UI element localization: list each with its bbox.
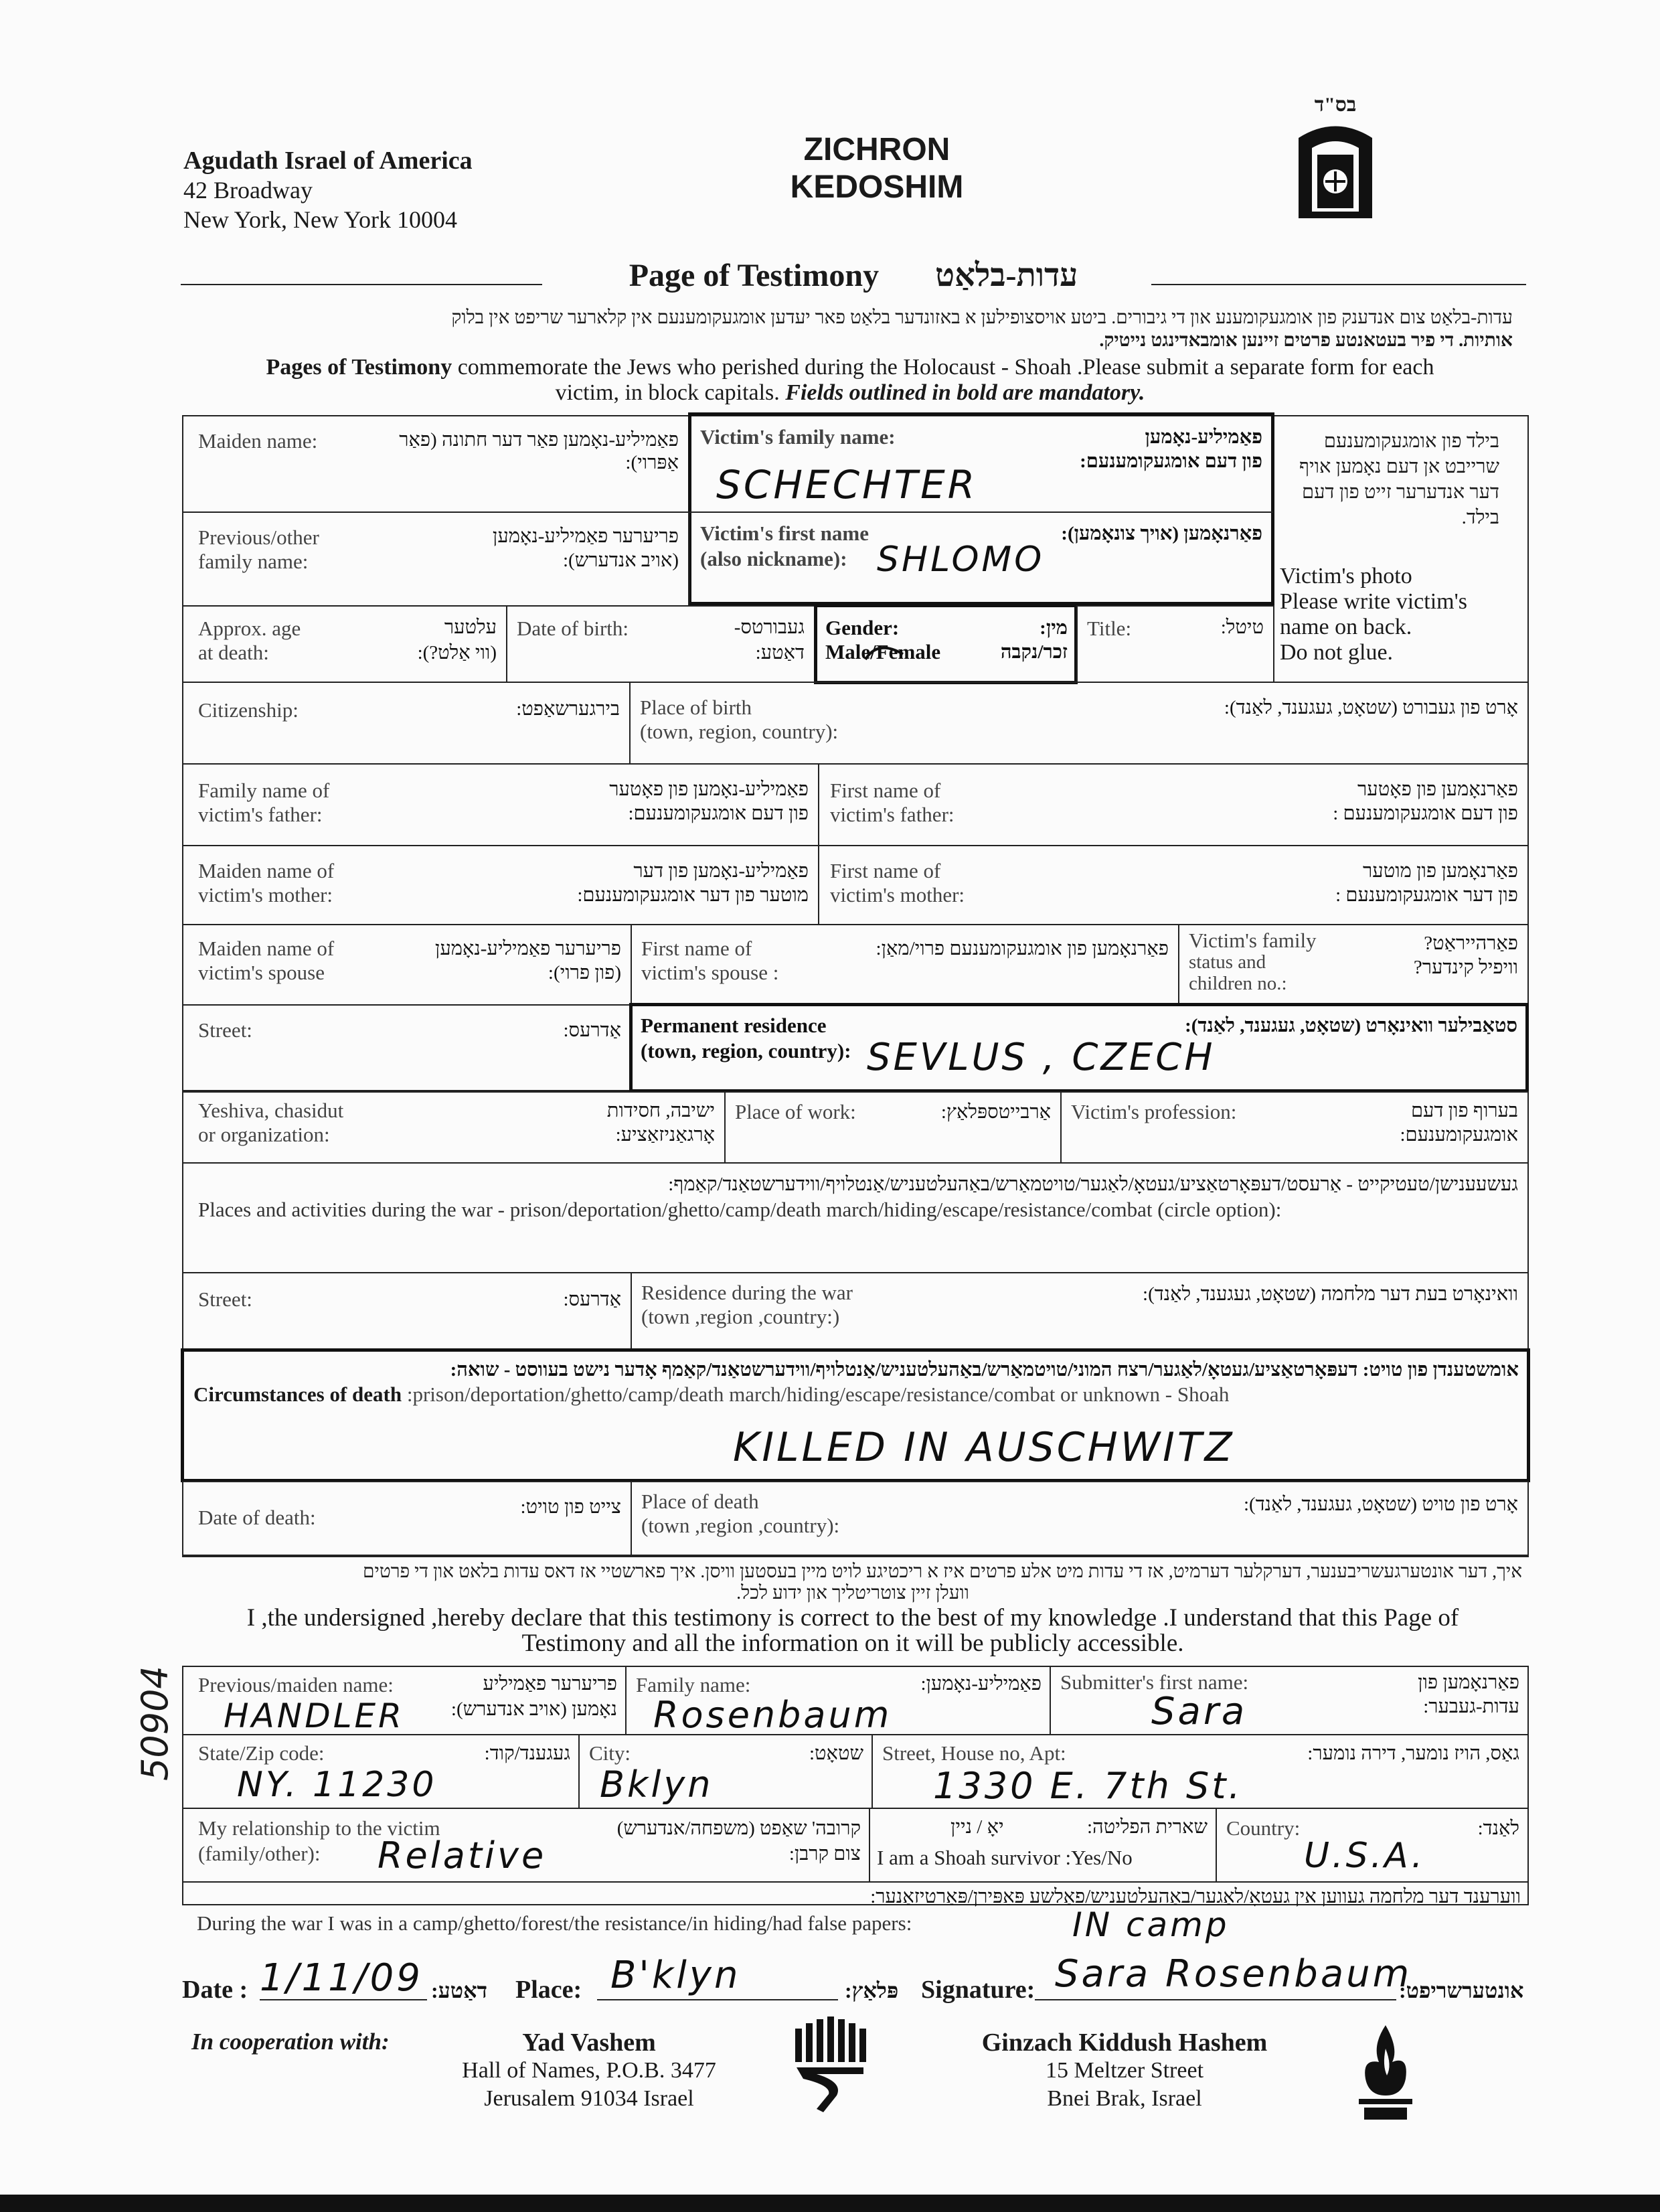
place-line[interactable]: [597, 1954, 838, 2000]
ginzach-line1: 15 Meltzer Street: [1045, 2058, 1204, 2083]
ginzach-line2: Bnei Brak, Israel: [1047, 2086, 1202, 2111]
page-title: [609, 257, 1098, 294]
submitter-first-name-value[interactable]: Sara: [1151, 1690, 1248, 1733]
place-he: פּלאַץ:: [845, 1978, 899, 2002]
submitter-country-cell[interactable]: [1216, 1808, 1529, 1883]
victim-family-name-he1: פאַמיליע-נאָמען: [1145, 426, 1262, 448]
title-field-cell[interactable]: [1076, 605, 1274, 683]
submitter-street-value[interactable]: 1330 E. 7th St.: [933, 1765, 1243, 1807]
mother-first-name-cell[interactable]: [818, 845, 1529, 925]
mother-first-name-label1: First name of: [830, 859, 941, 882]
submitter-family-name-label: Family name:: [636, 1673, 751, 1696]
gender-he1: מין:: [1040, 617, 1068, 639]
title-field-label: Title:: [1087, 617, 1132, 640]
title-row: [181, 257, 1526, 304]
signature-label: Signature:: [921, 1976, 1035, 2004]
victim-family-name-cell[interactable]: [689, 415, 1273, 513]
circumstances-label-rest: :prison/deportation/ghetto/camp/death march/hiding/escape/resistance/combat or unknown - Shoah: [402, 1382, 1230, 1406]
gender-cell[interactable]: [814, 604, 1078, 684]
submitter-state-zip-he: געגענד/קוד:: [484, 1743, 570, 1764]
yad-vashem-line1: Hall of Names, P.O.B. 3477: [462, 2058, 716, 2083]
profession-he2: אומגעקומענעם:: [1400, 1124, 1518, 1146]
submitter-state-zip-label: State/Zip code:: [198, 1741, 325, 1765]
submitter-relationship-label2: (family/other):: [198, 1842, 321, 1865]
permanent-residence-he: סטאַבילער וואינאָרט (שטאָט, געגענד, לאַנד):: [1185, 1015, 1517, 1036]
submitter-previous-name-he2: נאָמען (אויב אנדערש):: [450, 1698, 617, 1720]
place-of-birth-label2: (town, region, country):: [640, 720, 839, 743]
submitter-city-label: City:: [589, 1741, 631, 1765]
spouse-maiden-name-cell[interactable]: [182, 924, 632, 1006]
circumstances-value[interactable]: KILLED IN AUSCHWITZ: [733, 1424, 1235, 1471]
permanent-residence-cell[interactable]: [629, 1003, 1529, 1093]
date-of-death-cell[interactable]: [182, 1481, 632, 1557]
submitter-city-value[interactable]: Bklyn: [600, 1763, 714, 1806]
maiden-name-cell[interactable]: [182, 415, 689, 513]
photo-line1: Victim's photo: [1280, 564, 1412, 588]
family-status-he1: פאַרהייראַט?: [1424, 933, 1518, 954]
street-he: אַדרעס:: [563, 1020, 621, 1041]
victim-family-name-he2: פון דעם אומגעקומענעם:: [1080, 451, 1262, 472]
submitter-city-he: שטאָט:: [809, 1743, 863, 1764]
submitter-survivor-label[interactable]: I am a Shoah survivor :Yes/No: [877, 1846, 1133, 1869]
approx-age-cell[interactable]: [182, 605, 507, 683]
victim-first-name-value[interactable]: SHLOMO: [877, 540, 1045, 580]
intro-bold: Pages of Testimony: [266, 355, 452, 380]
circumstances-label: [193, 1382, 1229, 1407]
spouse-first-name-he: פאַרנאָמען פון אומגעקומענעם פרוי/מאַן:: [876, 938, 1169, 959]
date-of-death-label: Date of death:: [198, 1506, 316, 1529]
yeshiva-label1: Yeshiva, chasidut: [198, 1099, 344, 1122]
submitter-relationship-cell[interactable]: [182, 1808, 870, 1883]
intro-mandatory-note: Fields outlined in bold are mandatory.: [785, 380, 1145, 405]
gender-he2: זכר/נקבה: [1000, 641, 1068, 663]
spouse-maiden-name-he2: (פון פרוי):: [548, 962, 621, 983]
date-of-birth-cell[interactable]: [506, 605, 815, 683]
photo-instruction-en: [1280, 564, 1521, 665]
spouse-maiden-name-he1: פריערער פאַמיליע-נאָמען: [434, 938, 621, 959]
citizenship-cell[interactable]: [182, 682, 631, 765]
permanent-residence-value[interactable]: SEVLUS , CZECH: [867, 1036, 1216, 1079]
father-first-name-cell[interactable]: [818, 763, 1529, 846]
submitter-family-name-he: פאַמיליע-נאָמען:: [920, 1673, 1042, 1694]
profession-cell[interactable]: [1060, 1091, 1529, 1164]
mother-first-name-he2: פון דער אומגעקומענעם :: [1335, 884, 1518, 906]
maiden-name-he: פאַמיליע-נאָמען פאַר דער חתונה (פאַר אַפּרוי):: [399, 429, 679, 473]
side-handwritten-number: 50904: [134, 1666, 176, 1781]
father-family-name-he2: פון דעם אומגעקומענעם:: [628, 803, 809, 824]
father-first-name-he1: פאַרנאָמען פון פאָטער: [1357, 779, 1518, 800]
date-line[interactable]: [260, 1956, 427, 2000]
date-label: Date :: [182, 1976, 248, 2004]
submitter-relationship-he2: צום קרבן:: [788, 1843, 861, 1865]
place-of-birth-he: אָרט פון געבורט (שטאָט, געגענד, לאַנד):: [1224, 697, 1518, 718]
place-of-work-cell[interactable]: [724, 1091, 1062, 1164]
photo-instruction-he: בילד פון אומגעקומענעם שרייבט אן דעם נאָמען אויף דער אנדערער זייט פון דעם בילד.: [1299, 430, 1499, 528]
date-of-birth-label: Date of birth:: [517, 617, 629, 640]
previous-family-name-label2: family name:: [198, 550, 309, 573]
father-family-name-cell[interactable]: [182, 763, 819, 846]
mother-first-name-he1: פאַרנאָמען פון מוטער: [1363, 860, 1518, 882]
war-street-he: אַדרעס:: [563, 1289, 621, 1310]
spouse-first-name-label2: victim's spouse :: [641, 961, 779, 984]
circumstances-label-bold: Circumstances of death: [193, 1382, 402, 1406]
signature-value[interactable]: Sara Rosenbaum: [1055, 1952, 1412, 1996]
date-of-death-he: צייט פון טויט:: [520, 1496, 621, 1518]
spouse-maiden-name-label1: Maiden name of: [198, 937, 335, 960]
citizenship-he: בירגערשאַפט:: [516, 698, 620, 720]
previous-family-name-he1: פריערער פאַמיליע-נאָמען: [492, 526, 679, 547]
maiden-name-label: Maiden name:: [198, 429, 318, 453]
intro-yiddish-line2: אותיות. די פיר בעטאנטע פרטים זיינען אומבאדינגט נייטיק.: [1099, 330, 1513, 351]
submitter-survivor-he2: יאָ / ניין: [950, 1816, 1004, 1838]
submitter-country-value[interactable]: U.S.A.: [1304, 1836, 1426, 1876]
gender-label: Gender:: [825, 616, 900, 639]
place-of-death-label1: Place of death: [641, 1490, 759, 1513]
submitter-relationship-he1: קרובה' שאַפט (משפחה/אנדערש): [616, 1818, 861, 1839]
title-field-he: טיטל:: [1220, 617, 1264, 638]
victim-family-name-label: Victim's family name:: [700, 425, 896, 449]
victim-first-name-cell[interactable]: [689, 513, 1273, 604]
father-first-name-label1: First name of: [830, 779, 941, 802]
title-rule-right: [1151, 284, 1526, 285]
war-street-cell[interactable]: [182, 1272, 632, 1351]
place-of-death-label2: (town ,region ,country):: [641, 1514, 840, 1537]
mother-first-name-label2: victim's mother:: [830, 883, 965, 906]
place-of-work-he: אַרבייטספּלאַץ:: [940, 1101, 1051, 1123]
father-family-name-he1: פאַמיליע-נאָמען פון פאָטער: [609, 779, 809, 800]
place-of-death-he: אָרט פון טויט (שטאָט, געגענד, לאַנד):: [1243, 1494, 1518, 1515]
submitter-street-he: גאַס, הויז נומער, דירה נומער:: [1307, 1743, 1519, 1764]
yeshiva-cell[interactable]: [182, 1091, 726, 1164]
declaration-he: [183, 1561, 1522, 1604]
cooperation-label: In cooperation with:: [191, 2029, 390, 2055]
submitter-street-cell[interactable]: [872, 1734, 1529, 1809]
permanent-residence-label2: (town, region, country):: [641, 1039, 851, 1062]
ginzach-block: [937, 2029, 1312, 2113]
profession-label: Victim's profession:: [1071, 1100, 1237, 1123]
victim-first-name-label2: (also nickname):: [700, 547, 847, 570]
yeshiva-he2: אָרגאַניזאַציע:: [615, 1124, 715, 1146]
father-family-name-label1: Family name of: [198, 779, 330, 802]
family-status-he2: וויפיל קינדער?: [1413, 957, 1518, 978]
intro-yiddish-line1: עדות-בלאַט צום אנדענק פון אומגעקומענע און די גיבורים. ביטע אויסצופילען א באזונדער בלאַט פאר יעדען אומגעקומענעם אין קלארער שריפט אין בלוק: [451, 307, 1513, 328]
date-value[interactable]: 1/11/09: [260, 1956, 423, 2000]
intro-yiddish: [181, 307, 1513, 352]
submitter-state-zip-cell[interactable]: [182, 1734, 580, 1809]
agudath-logo-icon: [1285, 94, 1386, 221]
approx-age-he2: (ווי אַלט?):: [417, 642, 497, 663]
profession-he1: בערוף פון דעם: [1410, 1100, 1518, 1121]
circumstances-he: אומשטענדן פון טויט: דעפּאָרטאַציע/געטאָ/לאַגער/רצח המוני/טויטמאַרש/באַהעלטעניש/אַנטלויף/ווידערשטאַנד/קאַמף אָדער נישט בעווסט - שואה:: [450, 1359, 1519, 1380]
submitter-first-name-label: Submitter's first name:: [1060, 1670, 1249, 1694]
submitter-previous-name-label: Previous/maiden name:: [198, 1673, 394, 1696]
intro-english: [194, 355, 1506, 406]
scan-edge: [0, 2195, 1660, 2212]
intro-line1: commemorate the Jews who perished during the Holocaust - Shoah .Please submit a separate form for each: [452, 355, 1434, 380]
mother-maiden-name-he2: מוטער פון דער אומגעקומענעם:: [577, 884, 809, 906]
victim-first-name-label1: Victim's first name: [700, 522, 869, 545]
date-he: דאַטע:: [431, 1978, 488, 2002]
permanent-residence-label1: Permanent residence: [641, 1014, 827, 1037]
father-family-name-label2: victim's father:: [198, 803, 323, 826]
submitter-family-name-cell[interactable]: [625, 1666, 1051, 1735]
photo-line2: Please write victim's: [1280, 589, 1467, 614]
submitter-relationship-label1: My relationship to the victim: [198, 1816, 440, 1840]
submitter-country-label: Country:: [1226, 1816, 1301, 1840]
signature-he: אונטערשריפט:: [1399, 1978, 1524, 2002]
place-label: Place:: [515, 1976, 582, 2004]
street-cell[interactable]: [182, 1004, 632, 1091]
victim-family-name-value[interactable]: SCHECHTER: [716, 462, 978, 507]
spouse-first-name-cell[interactable]: [631, 924, 1179, 1006]
yad-vashem-line2: Jerusalem 91034 Israel: [484, 2086, 694, 2111]
place-value[interactable]: B'klyn: [610, 1954, 741, 1997]
yeshiva-label2: or organization:: [198, 1123, 330, 1146]
yeshiva-he1: ישיבה, חסידות: [606, 1100, 715, 1121]
submitter-during-war-he: ווערענד דער מלחמה געווען אין געטאָ/לאַגער/באַהעלטעניש/פאַלשע פּאַפּירן/פּאַרטיזאַנער:: [870, 1886, 1521, 1907]
victim-first-name-he: פאַרנאָמען (אויך צונאָמען):: [1061, 523, 1262, 544]
submitter-state-zip-value[interactable]: NY. 11230: [237, 1765, 437, 1805]
mother-maiden-name-label1: Maiden name of: [198, 859, 335, 882]
submitter-during-war-label: During the war I was in a camp/ghetto/forest/the resistance/in hiding/had false papers:: [197, 1911, 912, 1935]
submitter-first-name-he1: פאַרנאָמען פון: [1418, 1672, 1519, 1693]
date-of-birth-he1: געבורטס-: [734, 617, 805, 638]
place-of-death-cell[interactable]: [631, 1481, 1529, 1557]
title-rule-left: [181, 284, 542, 285]
family-status-label1: Victim's family: [1189, 929, 1317, 952]
org-address-line2: New York, New York 10004: [183, 206, 458, 233]
org-address-block: [183, 146, 473, 234]
zichron-line1: ZICHRON: [803, 132, 950, 167]
war-residence-label1: Residence during the war: [641, 1281, 853, 1304]
yad-vashem-block: [415, 2029, 763, 2113]
mother-maiden-name-cell[interactable]: [182, 845, 819, 925]
signature-line[interactable]: [1035, 1952, 1412, 2000]
declaration-he-line1: איך, דער אונטערגעשריבענער, דערקלער דערמיט, אז די עדות מיט אלע פרטים איז א ריכטיגע לויט מיין בעסטען וויסן. איך פארשטיי אז דאס עדות בלאט און די פרטים: [363, 1561, 1522, 1582]
title-yiddish: עדות-בלאַט: [935, 258, 1078, 293]
intro-line2: victim, in block capitals.: [555, 380, 786, 405]
photo-line3: name on back.: [1280, 615, 1412, 639]
ginzach-name: Ginzach Kiddush Hashem: [981, 2029, 1268, 2057]
ginzach-logo-icon: [1345, 2022, 1426, 2122]
family-status-label2: status and: [1189, 951, 1266, 973]
previous-family-name-cell[interactable]: [182, 511, 689, 607]
submitter-survivor-cell[interactable]: [869, 1808, 1217, 1883]
zichron-line2: KEDOSHIM: [790, 169, 964, 205]
approx-age-label2: at death:: [198, 641, 269, 664]
org-address-line1: 42 Broadway: [183, 177, 313, 204]
war-activities-label: Places and activities during the war - prison/deportation/ghetto/camp/death march/hiding/escape/resistance/combat (circle option):: [198, 1198, 1282, 1221]
family-status-label3: children no.:: [1189, 973, 1287, 994]
war-residence-cell[interactable]: [631, 1272, 1529, 1351]
war-activities-he: געשעענישן/טעטיקייט - אַרעסט/דעפּאָרטאַציע/געטאָ/לאַגער/טויטמאַרש/באַהעלטעניש/אַנטלויף/ווידערשטאַנד/קאַמף:: [668, 1174, 1518, 1195]
date-of-birth-he2: דאַטע:: [755, 642, 805, 663]
submitter-city-cell[interactable]: [578, 1734, 873, 1809]
org-name: Agudath Israel of America: [183, 147, 473, 175]
declaration-en: [183, 1605, 1522, 1656]
previous-family-name-label1: Previous/other: [198, 526, 319, 549]
submitter-during-war-cell[interactable]: [182, 1883, 1529, 1956]
submitter-survivor-he1: שארית הפליטה:: [1086, 1816, 1208, 1838]
father-first-name-label2: victim's father:: [830, 803, 954, 826]
photo-line4: Do not glue.: [1280, 640, 1394, 665]
war-residence-he: וואינאָרט בעת דער מלחמה (שטאָט, געגענד, לאַנד):: [1143, 1283, 1518, 1305]
submitter-first-name-cell[interactable]: [1050, 1666, 1529, 1735]
place-of-birth-cell[interactable]: [629, 682, 1529, 765]
bsd-text: בס"ד: [1314, 94, 1357, 116]
place-of-birth-label1: Place of birth: [640, 696, 752, 719]
yad-vashem-name: Yad Vashem: [522, 2029, 656, 2057]
declaration-he-line2: וועלן זיין צוטריטליך און ידוע לכל.: [736, 1583, 969, 1603]
spouse-maiden-name-label2: victim's spouse: [198, 961, 325, 984]
submitter-street-label: Street, House no, Apt:: [882, 1741, 1066, 1765]
circumstances-of-death-cell[interactable]: [181, 1348, 1530, 1482]
title-english: Page of Testimony: [629, 258, 880, 293]
mother-maiden-name-he1: פאַמיליע-נאָמען פון דער: [633, 860, 809, 882]
declaration-en-line2: Testimony and all the information on it will be publicly accessible.: [521, 1630, 1184, 1657]
war-street-label: Street:: [198, 1287, 252, 1311]
declaration-en-line1: I ,the undersigned ,hereby declare that this testimony is correct to the best of my knowledge .I understand that this Page of: [246, 1604, 1459, 1632]
street-label: Street:: [198, 1018, 252, 1042]
citizenship-label: Citizenship:: [198, 698, 299, 722]
submitter-previous-name-value[interactable]: HANDLER: [224, 1696, 404, 1735]
approx-age-he1: עלטער: [444, 617, 497, 638]
submitter-previous-name-he1: פריערער פאַמיליע: [483, 1673, 617, 1694]
zichron-kedoshim-title: [750, 131, 1004, 206]
submitter-during-war-value[interactable]: IN camp: [1072, 1905, 1230, 1944]
mother-maiden-name-label2: victim's mother:: [198, 883, 333, 906]
father-first-name-he2: פון דעם אומגעקומענעם :: [1333, 803, 1518, 824]
submitter-country-he: לאַנד:: [1477, 1818, 1519, 1839]
gender-options[interactable]: Male/Female: [825, 640, 941, 663]
submitter-first-name-he2: עדות-געבער:: [1423, 1696, 1519, 1717]
family-status-cell[interactable]: [1178, 924, 1529, 1006]
war-activities-cell[interactable]: [182, 1162, 1529, 1273]
submitter-previous-name-cell[interactable]: [182, 1666, 627, 1735]
approx-age-label1: Approx. age: [198, 617, 301, 640]
spouse-first-name-label1: First name of: [641, 937, 752, 960]
yad-vashem-logo-icon: [790, 2015, 870, 2116]
submitter-family-name-value[interactable]: Rosenbaum: [653, 1694, 892, 1736]
gender-mark-icon: [864, 639, 904, 666]
war-residence-label2: (town ,region ,country:): [641, 1305, 840, 1328]
submitter-relationship-value[interactable]: Relative: [378, 1834, 547, 1877]
place-of-work-label: Place of work:: [735, 1100, 856, 1123]
previous-family-name-he2: (אויב אנדערש):: [563, 550, 679, 571]
